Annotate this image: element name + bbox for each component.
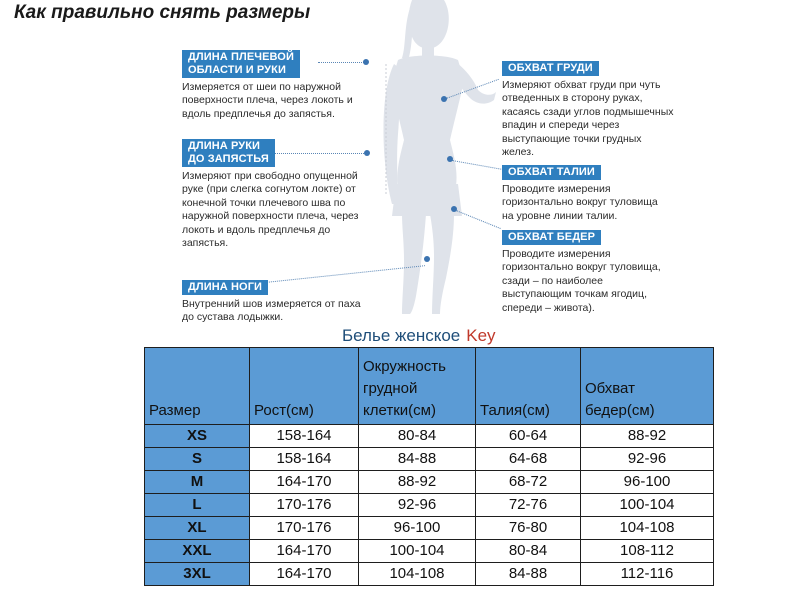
value-cell: 164-170	[250, 563, 359, 586]
value-cell: 80-84	[476, 540, 581, 563]
value-cell: 158-164	[250, 448, 359, 471]
value-cell: 96-100	[581, 471, 714, 494]
value-cell: 164-170	[250, 471, 359, 494]
chest-dot	[441, 96, 447, 102]
hips-dot	[451, 206, 457, 212]
size-cell: XS	[145, 425, 250, 448]
header-waist: Талия(см)	[476, 348, 581, 425]
size-table	[144, 347, 714, 586]
leg-callout	[182, 277, 361, 325]
shoulder-callout	[182, 50, 353, 121]
value-cell: 84-88	[476, 563, 581, 586]
leg-callout-text: Внутренний шов измеряется от паха до сустава лодыжки.	[182, 298, 361, 324]
value-cell: 158-164	[250, 425, 359, 448]
leg-callout-header: ДЛИНА НОГИ	[182, 280, 268, 295]
leg-dot	[424, 256, 430, 262]
table-row	[145, 517, 714, 540]
arm-dot	[364, 150, 370, 156]
value-cell: 88-92	[359, 471, 476, 494]
value-cell: 112-116	[581, 563, 714, 586]
value-cell: 88-92	[581, 425, 714, 448]
size-cell: XL	[145, 517, 250, 540]
header-hips: Обхват бедер(см)	[581, 348, 714, 425]
value-cell: 60-64	[476, 425, 581, 448]
shoulder-dot	[363, 59, 369, 65]
header-size: Размер	[145, 348, 250, 425]
silhouette-image	[350, 0, 500, 320]
value-cell: 100-104	[359, 540, 476, 563]
size-cell: S	[145, 448, 250, 471]
value-cell: 100-104	[581, 494, 714, 517]
shoulder-callout-header: ДЛИНА ПЛЕЧЕВОЙ ОБЛАСТИ И РУКИ	[182, 50, 300, 78]
hips-callout-header: ОБХВАТ БЕДЕР	[502, 230, 601, 245]
arm-callout	[182, 139, 358, 250]
table-row	[145, 540, 714, 563]
table-row	[145, 471, 714, 494]
hips-callout	[502, 227, 661, 315]
value-cell: 92-96	[359, 494, 476, 517]
value-cell: 170-176	[250, 494, 359, 517]
header-chest: Окружность грудной клетки(см)	[359, 348, 476, 425]
value-cell: 164-170	[250, 540, 359, 563]
value-cell: 72-76	[476, 494, 581, 517]
size-cell: M	[145, 471, 250, 494]
value-cell: 68-72	[476, 471, 581, 494]
size-cell: 3XL	[145, 563, 250, 586]
table-title-text: Белье женское	[342, 326, 461, 345]
waist-callout	[502, 162, 658, 223]
table-body	[145, 425, 714, 586]
table-row	[145, 448, 714, 471]
page-title: Как правильно снять размеры	[14, 2, 311, 23]
header-height: Рост(см)	[250, 348, 359, 425]
chest-callout-text: Измеряют обхват груди при чуть отведенных в сторону руках, касаясь сзади углов подмышечных впадин и спереди через выступающие точки грудных желез.	[502, 79, 674, 159]
table-row	[145, 425, 714, 448]
chest-callout	[502, 58, 674, 159]
hips-callout-text: Проводите измерения горизонтально вокруг туловища, сзади – по наиболее выступающим точкам ягодиц, спереди – живота).	[502, 248, 661, 314]
value-cell: 104-108	[581, 517, 714, 540]
value-cell: 80-84	[359, 425, 476, 448]
value-cell: 64-68	[476, 448, 581, 471]
chest-callout-header: ОБХВАТ ГРУДИ	[502, 61, 599, 76]
table-row	[145, 494, 714, 517]
waist-callout-text: Проводите измерения горизонтально вокруг туловища на уровне линии талии.	[502, 183, 658, 222]
value-cell: 92-96	[581, 448, 714, 471]
body-silhouette	[350, 0, 500, 320]
table-header-row	[145, 348, 714, 425]
arm-callout-text: Измеряют при свободно опущенной руке (при слегка согнутом локте) от конечной точки плечевого шва по наружной поверхности плеча, через локоть и вдоль предплечья до запястья.	[182, 170, 359, 250]
value-cell: 108-112	[581, 540, 714, 563]
shoulder-callout-text: Измеряется от шеи по наружной поверхности плеча, через локоть и вдоль предплечья до запястья.	[182, 81, 353, 120]
value-cell: 104-108	[359, 563, 476, 586]
table-row	[145, 563, 714, 586]
arm-callout-header: ДЛИНА РУКИ ДО ЗАПЯСТЬЯ	[182, 139, 275, 167]
key-label: Key	[466, 326, 496, 345]
value-cell: 96-100	[359, 517, 476, 540]
value-cell: 84-88	[359, 448, 476, 471]
value-cell: 170-176	[250, 517, 359, 540]
value-cell: 76-80	[476, 517, 581, 540]
waist-dot	[447, 156, 453, 162]
waist-callout-header: ОБХВАТ ТАЛИИ	[502, 165, 601, 180]
table-title	[342, 326, 496, 346]
size-cell: XXL	[145, 540, 250, 563]
size-cell: L	[145, 494, 250, 517]
